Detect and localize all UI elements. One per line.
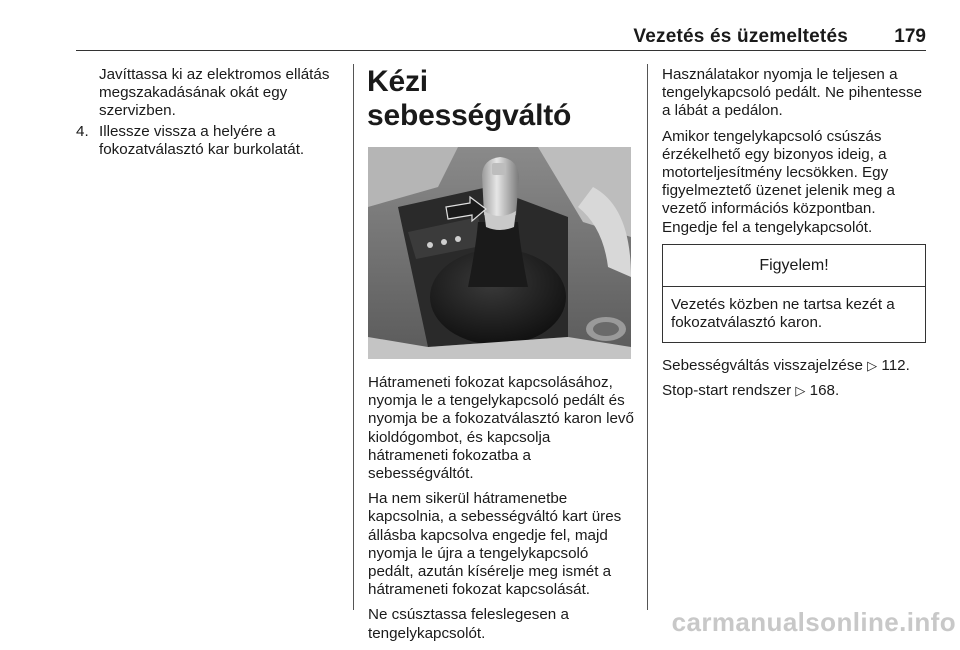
- ref2-page: 168.: [809, 382, 840, 400]
- warning-text: Vezetés közben ne tartsa kezét a fokozatválasztó karon.: [671, 295, 895, 332]
- clutch-slip-paragraph: Ne csúsztassa feleslegesen a tengelykapcsolót.: [368, 606, 569, 642]
- ref1-text: Sebességváltás visszajelzése: [662, 357, 863, 375]
- gear-lever-illustration: [368, 147, 631, 359]
- warning-title: Figyelem!: [663, 245, 925, 287]
- reverse-gear-paragraph: Hátrameneti fokozat kapcsolásához, nyomja le a tengelykapcsoló pedált és nyomja be a fokozatválasztó karon levő kioldógombot, és kapcsolja hátrameneti fokozatba a sebességváltót.: [368, 374, 634, 483]
- continued-step-text: Javíttassa ki az elektromos ellátás megszakadásának okát egy szervizben.: [99, 66, 330, 120]
- gear-lever-photo: [368, 147, 631, 359]
- column-3: [662, 66, 926, 408]
- reverse-retry-paragraph: Ha nem sikerül hátramenetbe kapcsolnia, a sebességváltó kart üres állásba kapcsolva engedje fel, majd nyomja le újra a tengelykapcsoló pedált, azután kísérelje meg ismét a hátrameneti fokozat kapcsolását.: [368, 490, 622, 599]
- step-4-text: Illessze vissza a helyére a fokozatválasztó kar burkolatát.: [99, 122, 305, 158]
- clutch-usage-paragraph: Használatakor nyomja le teljesen a tengelykapcsoló pedált. Ne pihentesse a lábát a pedálon.: [662, 66, 923, 120]
- cross-reference-stop-start[interactable]: [662, 382, 926, 400]
- page-header: [76, 26, 926, 51]
- column-divider-2: [647, 64, 648, 610]
- ref1-page: 112.: [881, 357, 910, 375]
- reference-arrow-icon: ▷: [795, 383, 806, 399]
- reference-arrow-icon: ▷: [867, 358, 878, 374]
- step-4: [76, 123, 341, 159]
- warning-box: [662, 244, 926, 343]
- watermark: carmanualsonline.info: [671, 607, 956, 637]
- page-number: 179: [894, 26, 926, 47]
- column-2: [368, 66, 634, 650]
- cross-reference-shift-indicator[interactable]: [662, 357, 926, 375]
- ref2-text: Stop-start rendszer: [662, 382, 792, 400]
- clutch-warning-paragraph: Amikor tengelykapcsoló csúszás érzékelhető egy bizonyos ideig, a motorteljesítmény lecsökken. Egy figyelmeztető üzenet jelenik meg a vezető információs központban. Engedje fel a tengelykapcsolót.: [662, 127, 896, 236]
- column-divider-1: [353, 64, 354, 610]
- column-1: [76, 66, 341, 159]
- section-title: Kézi sebességváltó: [367, 65, 572, 132]
- step-4-number: 4.: [76, 122, 89, 140]
- header-title: Vezetés és üzemeltetés: [633, 26, 848, 47]
